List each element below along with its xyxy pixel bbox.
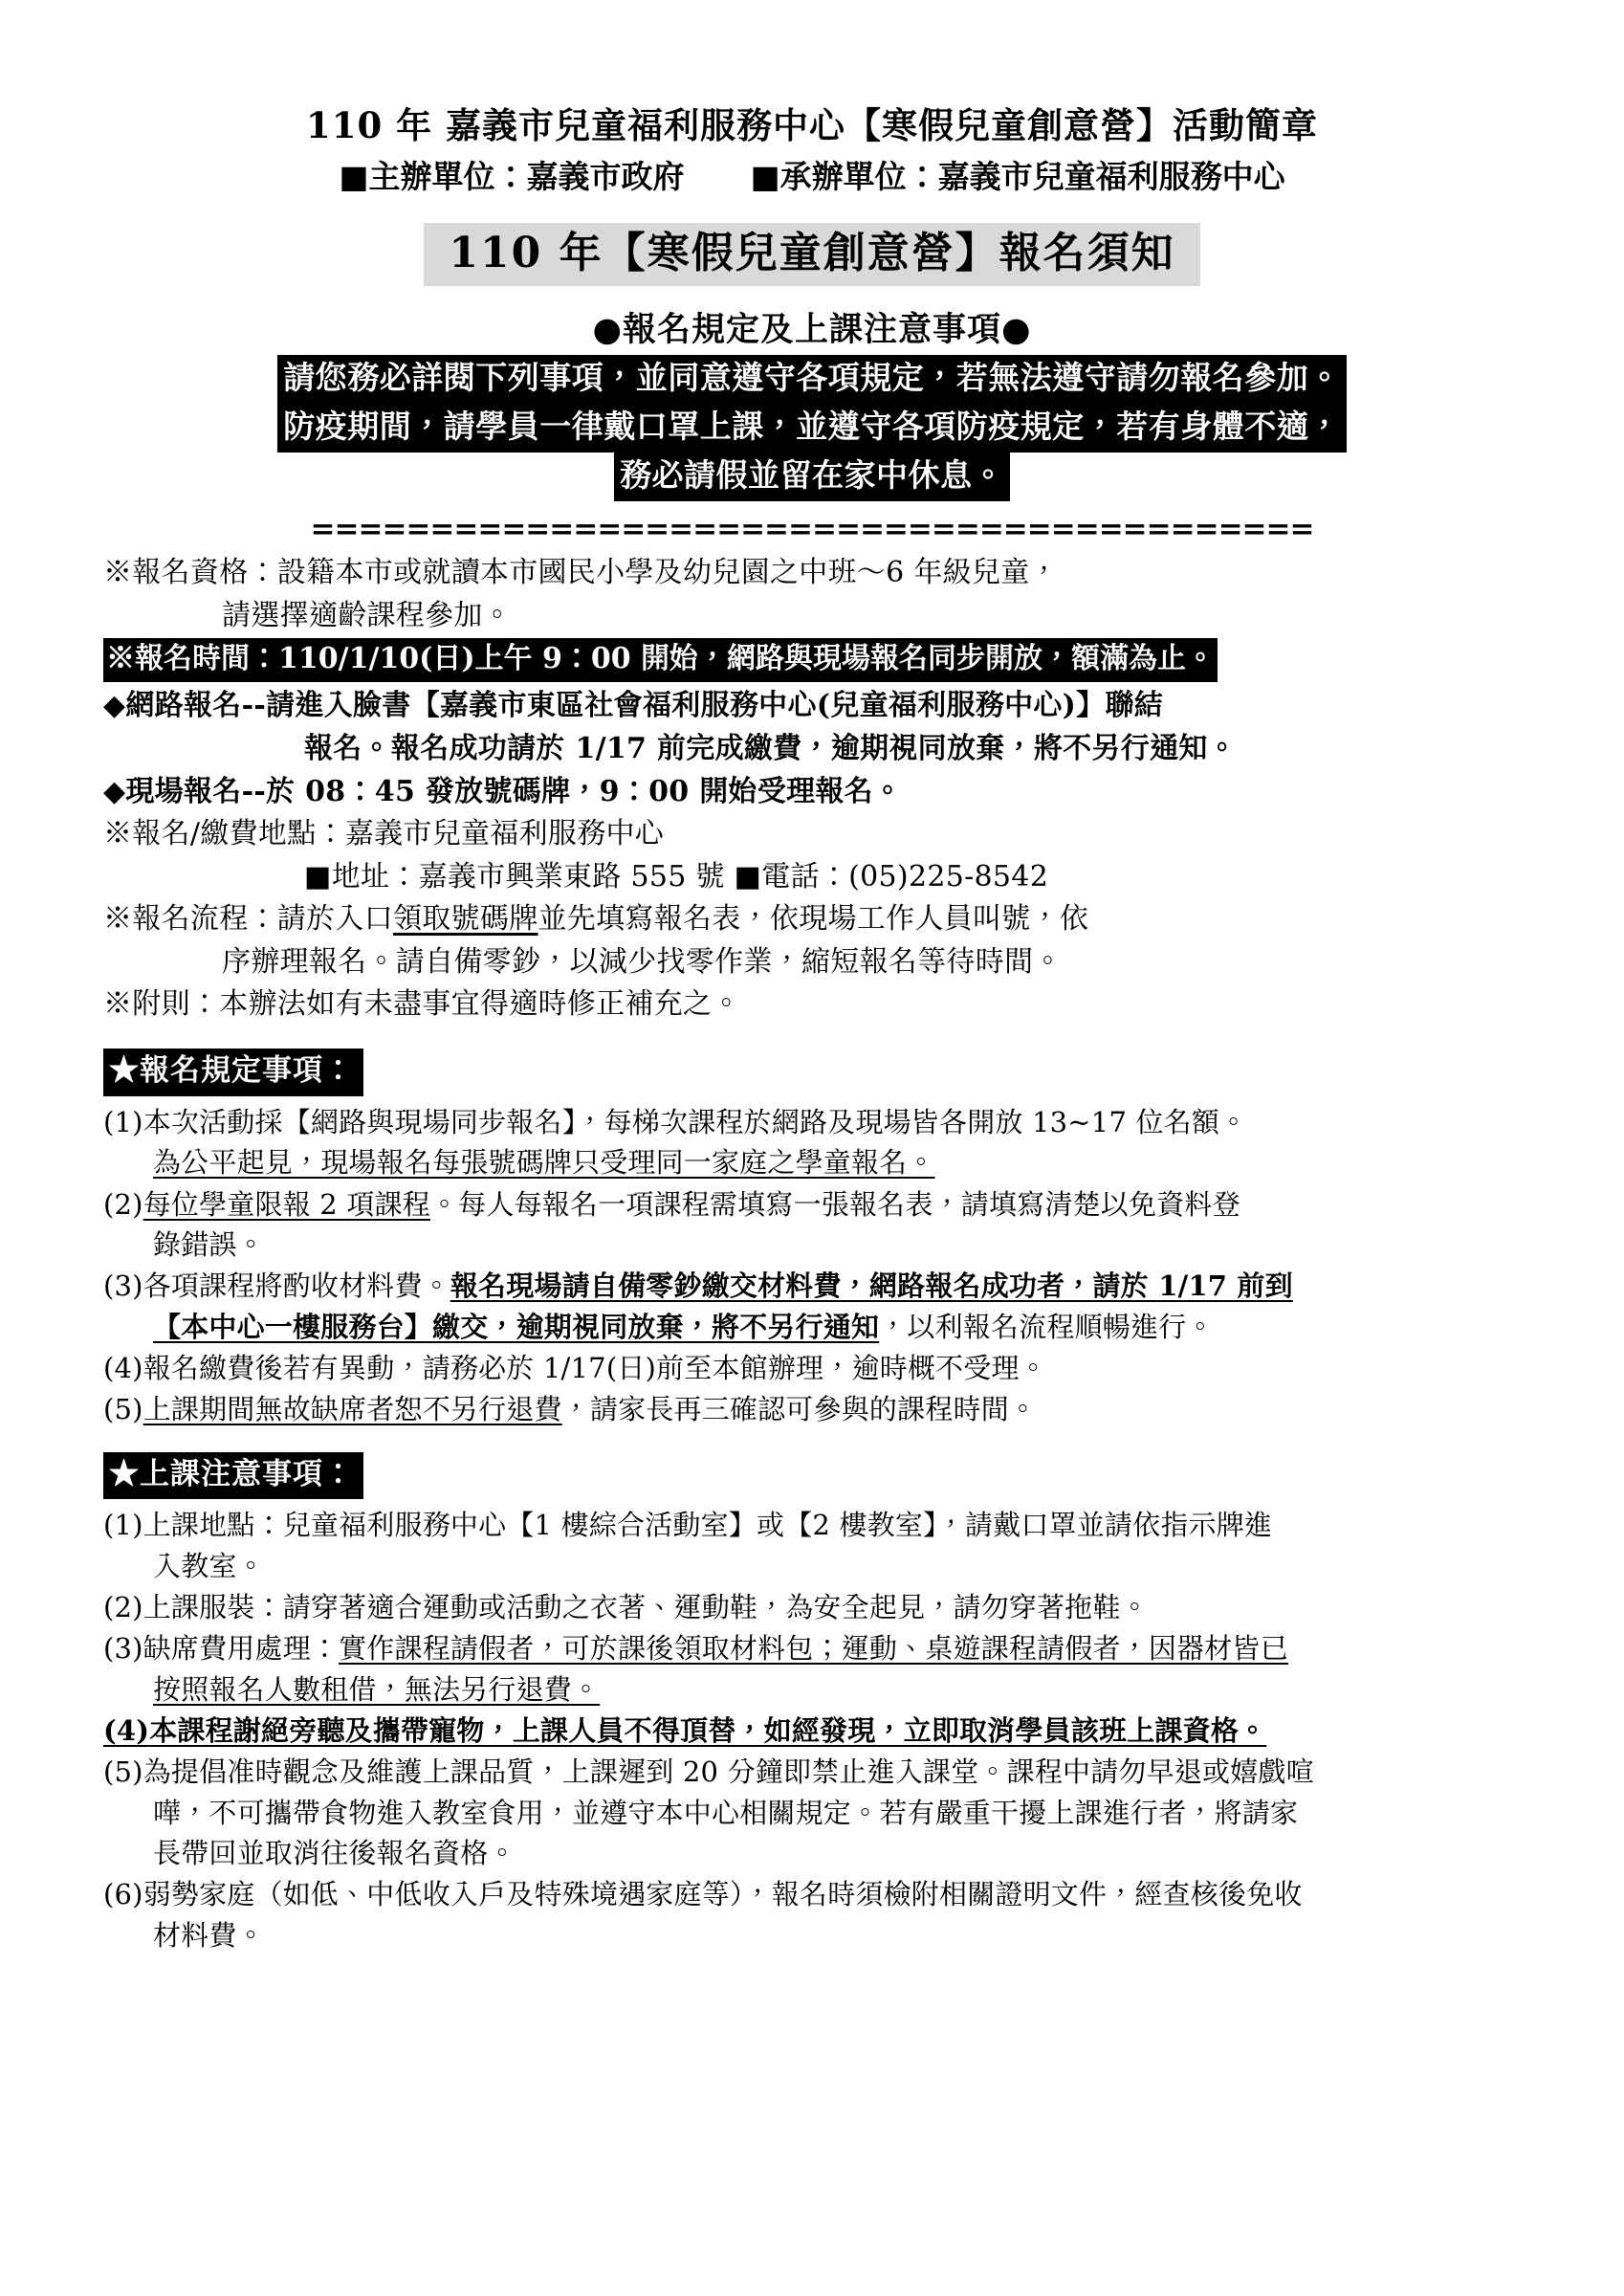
warning-line-1: 請您務必詳閱下列事項，並同意遵守各項規定，若無法遵守請勿報名參加。 bbox=[103, 355, 1521, 404]
note-3-line-2 bbox=[103, 1669, 1521, 1710]
note-1-line-1: 上課地點：兒童福利服務中心【1 樓綜合活動室】或【2 樓教室】，請戴口罩並請依指示牌進 bbox=[143, 1509, 1273, 1542]
note-6-number: (6) bbox=[103, 1878, 143, 1911]
note-item-2 bbox=[103, 1587, 1521, 1627]
note-6-line-2: 材料費。 bbox=[153, 1918, 265, 1952]
organizer-line: ■主辦單位：嘉義市政府 ■承辦單位：嘉義市兒童福利服務中心 bbox=[339, 158, 1285, 196]
note-item-5 bbox=[103, 1752, 1521, 1873]
rule-3-line-1-plain: 各項課程將酌收材料費。 bbox=[143, 1269, 450, 1303]
pickup-ticket-emphasis: 領取號碼牌 bbox=[393, 902, 538, 937]
class-notes-section bbox=[103, 1431, 1521, 1955]
note-3-line-1-plain: 缺席費用處理： bbox=[143, 1632, 340, 1666]
note-5-line-1: 為提倡准時觀念及維護上課品質，上課遲到 20 分鐘即禁止進入課堂。課程中請勿早退或嬉戲喧 bbox=[143, 1755, 1314, 1789]
registration-rules-section bbox=[103, 1027, 1521, 1429]
online-registration-line-2: 報名。報名成功請於 1/17 前完成繳費，逾期視同放棄，將不另行通知。 bbox=[304, 731, 1237, 765]
notice-banner-container bbox=[103, 223, 1521, 286]
rules-heading: ●報名規定及上課注意事項● bbox=[592, 310, 1032, 350]
eligibility-continued: 請選擇適齡課程參加。 bbox=[222, 598, 512, 632]
registration-rules-heading: ★報名規定事項： bbox=[103, 1049, 363, 1096]
note-5-line-2: 嘩，不可攜帶食物進入教室食用，並遵守本中心相關規定。若有嚴重干擾上課進行者，將請家 bbox=[153, 1796, 1299, 1829]
warning-line-2: 防疫期間，請學員一律戴口罩上課，並遵守各項防疫規定，若有身體不適， bbox=[103, 404, 1521, 453]
rule-4-line-1: 報名繳費後若有異動，請務必於 1/17(日)前至本館辦理，逾時概不受理。 bbox=[143, 1351, 1047, 1384]
address-line: ■地址：嘉義市興業東路 555 號 ■電話：(05)225-8542 bbox=[304, 859, 1049, 894]
rule-3-number: (3) bbox=[103, 1269, 143, 1303]
rule-item-3 bbox=[103, 1266, 1521, 1347]
note-item-1 bbox=[103, 1505, 1521, 1586]
note-1-line-2: 入教室。 bbox=[153, 1549, 265, 1582]
note-5-line-3: 長帶回並取消往後報名資格。 bbox=[153, 1837, 516, 1869]
note-1-number: (1) bbox=[103, 1509, 143, 1542]
warning-block bbox=[103, 355, 1521, 501]
note-2-line-1: 上課服裝：請穿著適合運動或活動之衣著、運動鞋，為安全起見，請勿穿著拖鞋。 bbox=[143, 1591, 1149, 1624]
rule-2-number: (2) bbox=[103, 1187, 143, 1221]
online-registration-line-1: ◆網路報名--請進入臉書【嘉義市東區社會福利服務中心(兒童福利服務中心)】聯結 bbox=[103, 689, 1164, 723]
rule-1-line-1: 本次活動採【網路與現場同步報名】，每梯次課程於網路及現場皆各開放 13~17 位名額。 bbox=[143, 1105, 1248, 1138]
process-line-1: ※報名流程：請於入口領取號碼牌並先填寫報名表，依現場工作人員叫號，依 bbox=[103, 902, 1089, 937]
rule-3-emphasis-1: 報名現場請自備零鈔繳交材料費，網路報名成功者，請於 1/17 前到 bbox=[450, 1269, 1293, 1303]
appendix-line: ※附則：本辦法如有未盡事宜得適時修正補充之。 bbox=[103, 987, 741, 1022]
process-line-2: 序辦理報名。請自備零鈔，以減少找零作業，縮短報名等待時間。 bbox=[222, 944, 1063, 979]
note-4-line-1: 本課程謝絕旁聽及攜帶寵物，上課人員不得頂替，如經發現，立即取消學員該班上課資格。 bbox=[149, 1714, 1267, 1748]
note-5-number: (5) bbox=[103, 1755, 143, 1789]
rule-2-line-2: 錄錯誤。 bbox=[153, 1227, 265, 1261]
note-3-number: (3) bbox=[103, 1632, 143, 1666]
note-item-4 bbox=[103, 1711, 1521, 1751]
rule-3-line-2-plain: ，以利報名流程順暢進行。 bbox=[879, 1310, 1215, 1343]
rule-3-line-2 bbox=[103, 1307, 1521, 1347]
notice-banner: 110 年【寒假兒童創意營】報名須知 bbox=[424, 223, 1199, 286]
warning-line-3: 務必請假並留在家中休息。 bbox=[103, 453, 1521, 501]
rule-item-2 bbox=[103, 1184, 1521, 1266]
rule-5-line-1-rest: ，請家長再三確認可參與的課程時間。 bbox=[561, 1393, 1038, 1426]
rule-2-emphasis: 每位學童限報 2 項課程 bbox=[143, 1187, 430, 1221]
note-3-emphasis-1: 實作課程請假者，可於課後領取材料包；運動、桌遊課程請假者，因器材皆已 bbox=[339, 1632, 1288, 1666]
rule-1-line-2: 為公平起見，現場報名每張號碼牌只受理同一家庭之學童報名。 bbox=[153, 1146, 935, 1180]
venue-line: ※報名/繳費地點：嘉義市兒童福利服務中心 bbox=[103, 817, 665, 851]
rule-item-1 bbox=[103, 1102, 1521, 1183]
eligibility-line: ※報名資格：設籍本市或就讀本市國民小學及幼兒園之中班～6 年級兒童， bbox=[103, 556, 1059, 590]
rule-5-number: (5) bbox=[103, 1393, 143, 1426]
page-title: 110 年 嘉義市兒童福利服務中心【寒假兒童創意營】活動簡章 bbox=[306, 104, 1318, 146]
rule-item-4 bbox=[103, 1348, 1521, 1388]
rule-3-emphasis-2: 【本中心一樓服務台】繳交，逾期視同放棄，將不另行通知 bbox=[153, 1310, 880, 1343]
class-notes-heading: ★上課注意事項： bbox=[103, 1452, 363, 1500]
rule-2-line-1-rest: 。每人每報名一項課程需填寫一張報名表，請填寫清楚以免資料登 bbox=[429, 1187, 1240, 1221]
rule-4-number: (4) bbox=[103, 1351, 143, 1384]
note-item-3 bbox=[103, 1628, 1521, 1710]
note-3-emphasis-2: 按照報名人數租借，無法另行退費。 bbox=[153, 1672, 601, 1706]
rule-5-emphasis: 上課期間無故缺席者恕不另行退費 bbox=[143, 1393, 562, 1426]
rule-item-5 bbox=[103, 1389, 1521, 1429]
note-item-6 bbox=[103, 1874, 1521, 1955]
equals-divider: ========================================== bbox=[310, 513, 1314, 546]
rule-1-number: (1) bbox=[103, 1105, 143, 1138]
registration-time-line: ※報名時間：110/1/10(日)上午 9：00 開始，網路與現場報名同步開放，額滿為止。 bbox=[103, 638, 1521, 682]
note-2-number: (2) bbox=[103, 1591, 143, 1624]
note-4-number: (4) bbox=[103, 1714, 150, 1748]
note-6-line-1: 弱勢家庭（如低、中低收入戶及特殊境遇家庭等），報名時須檢附相關證明文件，經查核後免收 bbox=[143, 1878, 1303, 1911]
onsite-registration-line: ◆現場報名--於 08：45 發放號碼牌，9：00 開始受理報名。 bbox=[103, 774, 903, 808]
